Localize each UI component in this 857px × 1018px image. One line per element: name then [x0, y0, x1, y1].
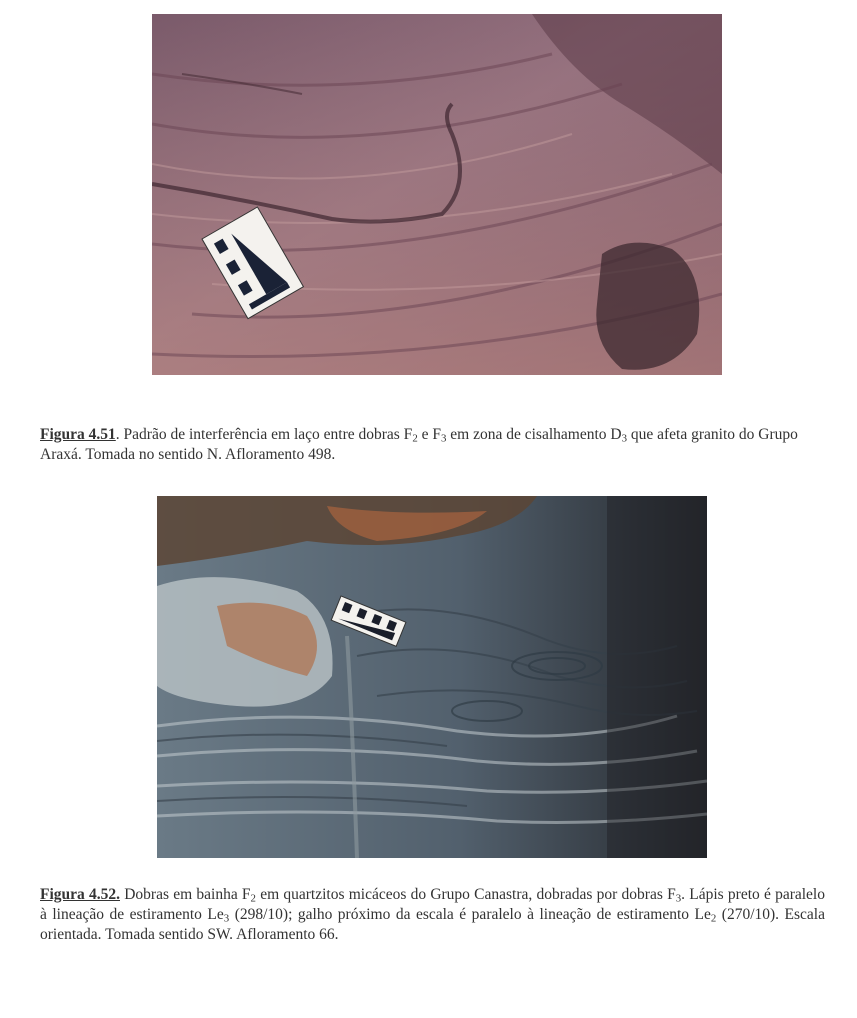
caption-figure-4-51: Figura 4.51. Padrão de interferência em laço entre dobras $F_2$ e $F_3$ em zona de cisalhamento $D_3$ que afeta granito do Grupo Araxá. Tomada no sentido N. Afloramento 498. — [40, 426, 798, 463]
figure-label: Figura 4.52. — [40, 886, 120, 903]
photo-figure-4-51 — [152, 14, 722, 375]
outcrop-granite-photo — [152, 14, 722, 375]
photo-figure-4-52 — [157, 496, 707, 858]
caption-figure-4-52: Figura 4.52. Dobras em bainha $F_2$ em quartzitos micáceos do Grupo Canastra, dobradas por dobras $F_3$. Lápis preto é paralelo à lineação de estiramento $Le_3$ (298/10); galho próximo da escala é paralelo à lineação de estiramento $Le_2$ (270/10). Escala orientada. Tomada sentido SW. Afloramento 66. — [40, 886, 825, 943]
figure-label: Figura 4.51 — [40, 426, 116, 443]
outcrop-quartzite-photo — [157, 496, 707, 858]
